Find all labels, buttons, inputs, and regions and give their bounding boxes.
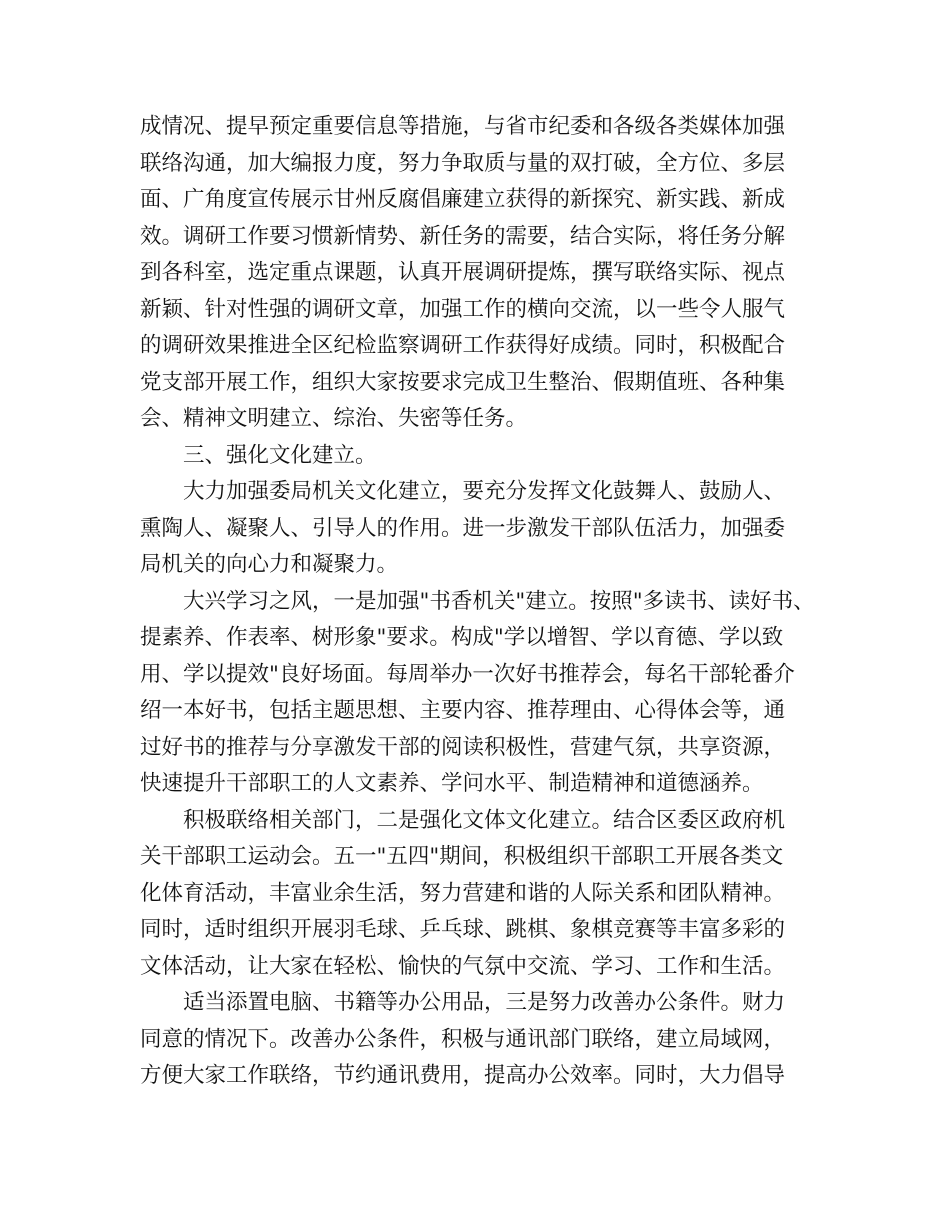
- text-line: 面、广角度宣传展示甘州反腐倡廉建立获得的新探究、新实践、新成: [140, 187, 786, 212]
- text-line: 积极联络相关部门，二是强化文体文化建立。结合区委区政府机: [183, 807, 786, 833]
- text-line: 到各科室，选定重点课题，认真开展调研提炼，撰写联络实际、视点: [140, 260, 786, 285]
- text-line: 同意的情况下。改善办公条件，积极与通讯部门联络，建立局域网，: [140, 1026, 786, 1052]
- text-line: 的调研效果推进全区纪检监察调研工作获得好成绩。同时，积极配合: [140, 333, 786, 358]
- text-line: 大兴学习之风，一是加强"书香机关"建立。按照"多读书、读好书、: [183, 588, 815, 614]
- text-line: 提素养、作表率、树形象"要求。构成"学以增智、学以育德、学以致: [140, 625, 784, 650]
- text-line: 同时，适时组织开展羽毛球、乒乓球、跳棋、象棋竞赛等丰富多彩的: [140, 917, 786, 942]
- text-line: 党支部开展工作，组织大家按要求完成卫生整治、假期值班、各种集: [140, 369, 786, 395]
- text-line: 绍一本好书，包括主题思想、主要内容、推荐理由、心得体会等，通: [140, 698, 786, 723]
- text-line: 过好书的推荐与分享激发干部的阅读积极性，营建气氛，共享资源，: [140, 734, 786, 760]
- text-line: 用、学以提效"良好场面。每周举办一次好书推荐会，每名干部轮番介: [140, 661, 795, 687]
- text-line: 方便大家工作联络，节约通讯费用，提高办公效率。同时，大力倡导: [140, 1063, 786, 1088]
- text-line: 快速提升干部职工的人文素养、学问水平、制造精神和道德涵养。: [140, 771, 764, 796]
- text-line: 局机关的向心力和凝聚力。: [140, 552, 399, 577]
- text-line: 大力加强委局机关文化建立，要充分发挥文化鼓舞人、鼓励人、: [183, 479, 786, 504]
- text-line: 文体活动，让大家在轻松、愉快的气氛中交流、学习、工作和生活。: [140, 953, 786, 979]
- text-line: 关干部职工运动会。五一"五四"期间，积极组织干部职工开展各类文: [140, 844, 784, 869]
- text-line: 效。调研工作要习惯新情势、新任务的需要，结合实际，将任务分解: [140, 223, 786, 249]
- document-body: [140, 109, 820, 1095]
- text-line: 熏陶人、凝聚人、引导人的作用。进一步激发干部队伍活力，加强委: [140, 515, 786, 541]
- text-line: 三、强化文化建立。: [183, 442, 377, 468]
- text-line: 会、精神文明建立、综治、失密等任务。: [140, 406, 528, 431]
- text-line: 联络沟通，加大编报力度，努力争取质与量的双打破，全方位、多层: [140, 150, 786, 176]
- text-line: 成情况、提早预定重要信息等措施，与省市纪委和各级各类媒体加强: [140, 114, 786, 139]
- text-line: 新颖、针对性强的调研文章，加强工作的横向交流，以一些令人服气: [140, 296, 786, 322]
- text-line: 适当添置电脑、书籍等办公用品，三是努力改善办公条件。财力: [183, 990, 786, 1015]
- text-line: 化体育活动，丰富业余生活，努力营建和谐的人际关系和团队精神。: [140, 880, 786, 906]
